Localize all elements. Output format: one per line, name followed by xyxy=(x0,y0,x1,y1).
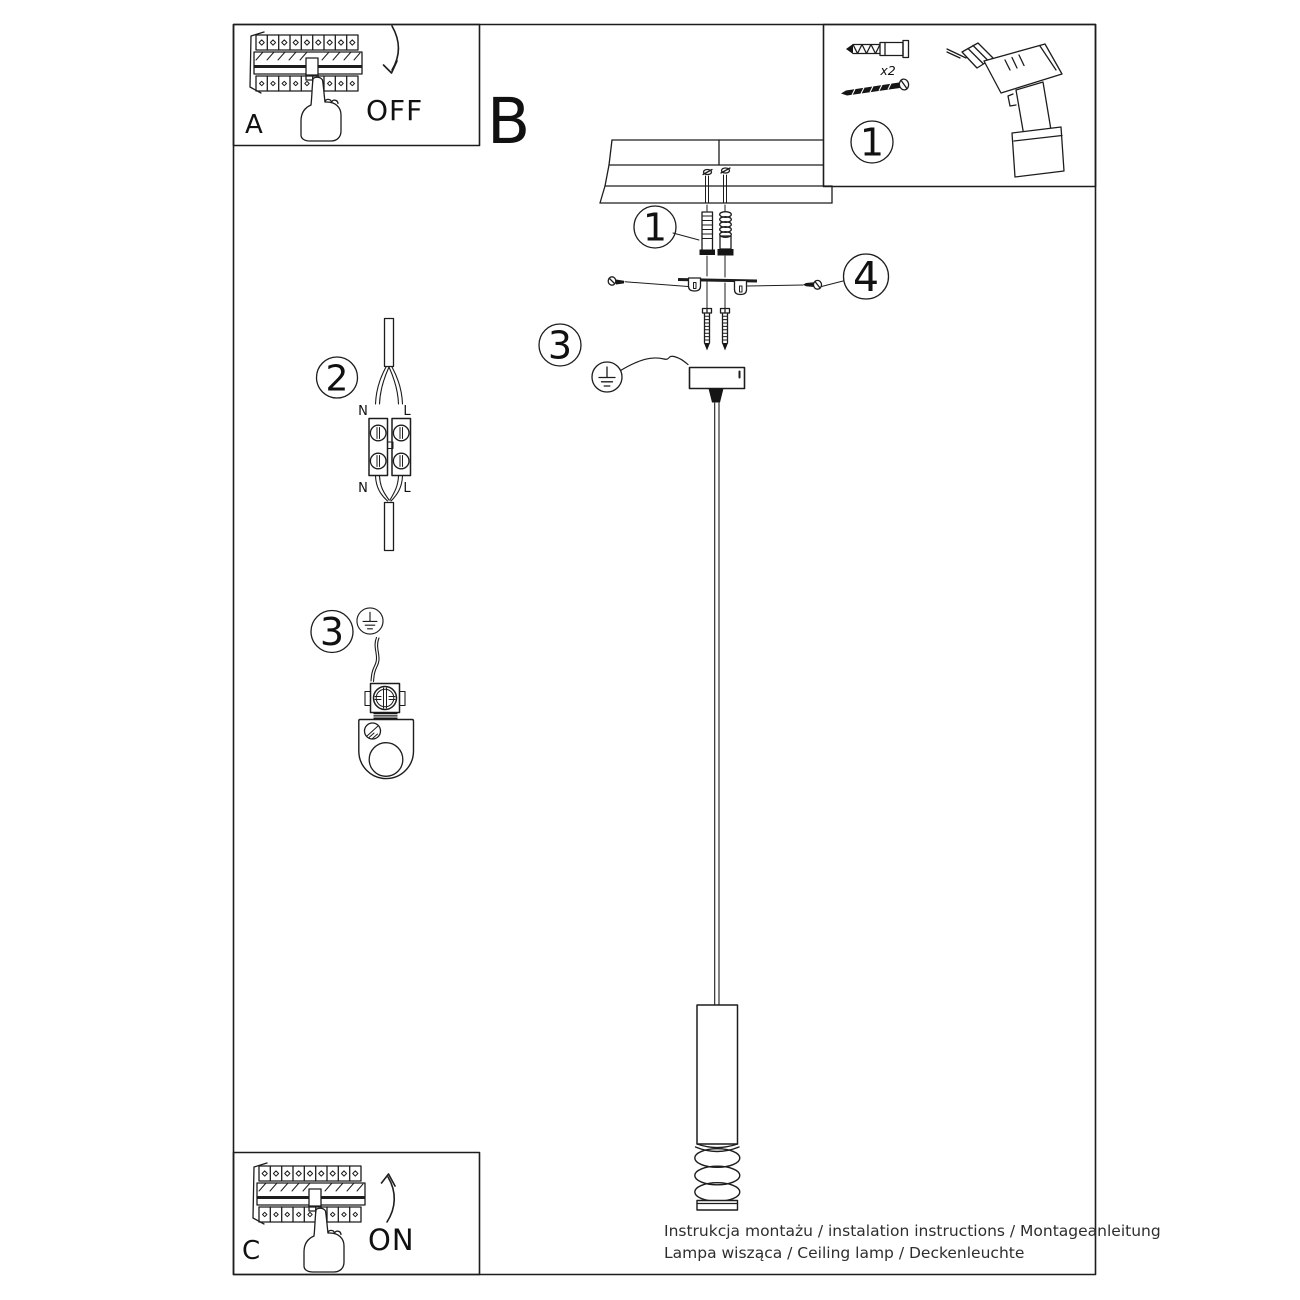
panel-a-label: A xyxy=(245,110,263,140)
wires-top xyxy=(376,367,403,404)
label-n-bottom: N xyxy=(358,481,368,496)
fixing-screw-left xyxy=(703,309,712,351)
footer-line-1: Instrukcja montażu / instalation instructions / Montageanleitung xyxy=(664,1222,1161,1240)
step-anchors-badge xyxy=(634,206,699,250)
wall-anchors xyxy=(634,205,734,277)
section-b-label: B xyxy=(487,85,531,158)
step-terminal-badge xyxy=(317,357,358,400)
ceiling-cross-section xyxy=(600,140,832,203)
curved-arrow-up-icon xyxy=(382,1174,396,1222)
parts-box xyxy=(824,25,1096,187)
fixing-screw-right xyxy=(721,309,730,351)
svg-text:4: 4 xyxy=(852,253,880,301)
lamp-base-disc xyxy=(697,1201,738,1211)
wall-plug-icon xyxy=(846,41,909,58)
earth-symbol-icon xyxy=(592,362,622,392)
power-drill-icon xyxy=(947,43,1064,177)
pendant-lamp xyxy=(695,1005,740,1210)
mounting-bracket xyxy=(608,253,888,308)
supply-cable-top xyxy=(385,319,394,367)
svg-text:1: 1 xyxy=(642,205,668,250)
off-label: OFF xyxy=(366,94,424,127)
svg-text:3: 3 xyxy=(319,610,345,654)
label-l-bottom: L xyxy=(403,481,411,496)
earth-wire xyxy=(621,356,689,370)
step-earth-canopy-badge xyxy=(539,324,581,368)
anchor-count-label: x2 xyxy=(880,63,896,78)
lamp-cylinder xyxy=(697,1005,738,1144)
panel-c-breaker-on xyxy=(234,1153,480,1275)
terminal-block xyxy=(369,419,411,476)
lamp-cable-bottom xyxy=(385,503,394,551)
panel-a-breaker-off xyxy=(234,25,480,146)
mounting-screw-icon xyxy=(841,78,909,95)
canopy xyxy=(690,368,745,389)
circuit-breaker-icon xyxy=(250,32,362,93)
bracket-screw-left-icon xyxy=(608,277,624,285)
circuit-breaker-icon xyxy=(253,1163,365,1224)
wires-bottom xyxy=(376,476,403,501)
label-l-top: L xyxy=(403,404,411,419)
clamp-plate xyxy=(359,720,414,779)
curved-arrow-down-icon xyxy=(384,26,399,73)
footer-text xyxy=(664,1222,1161,1262)
lamp-spiral xyxy=(695,1147,740,1201)
earth-clamp xyxy=(359,684,414,779)
step-1-badge xyxy=(851,121,893,165)
terminal-wiring-diagram xyxy=(317,319,412,551)
pendant-cable xyxy=(715,403,719,1005)
svg-text:1: 1 xyxy=(859,120,885,165)
bracket-screw-right-icon xyxy=(803,280,822,289)
earth-clamp-diagram xyxy=(311,608,414,779)
earth-wire xyxy=(371,638,379,682)
fixing-screws xyxy=(703,309,730,351)
footer-line-2: Lampa wisząca / Ceiling lamp / Deckenleuchte xyxy=(664,1244,1025,1262)
label-n-top: N xyxy=(358,404,368,419)
step-bracket-screws-badge xyxy=(844,253,889,301)
wall-anchor-left xyxy=(700,212,716,255)
svg-text:2: 2 xyxy=(325,358,349,400)
canopy-assembly xyxy=(539,324,745,1006)
step-earth-clamp-badge xyxy=(311,610,353,654)
strain-relief xyxy=(709,389,724,403)
wall-anchor-right xyxy=(718,212,734,256)
svg-text:3: 3 xyxy=(547,323,573,368)
earth-symbol-icon xyxy=(357,608,383,634)
bracket-clip-left xyxy=(689,278,701,291)
on-label: ON xyxy=(368,1223,415,1257)
panel-c-label: C xyxy=(242,1236,261,1266)
